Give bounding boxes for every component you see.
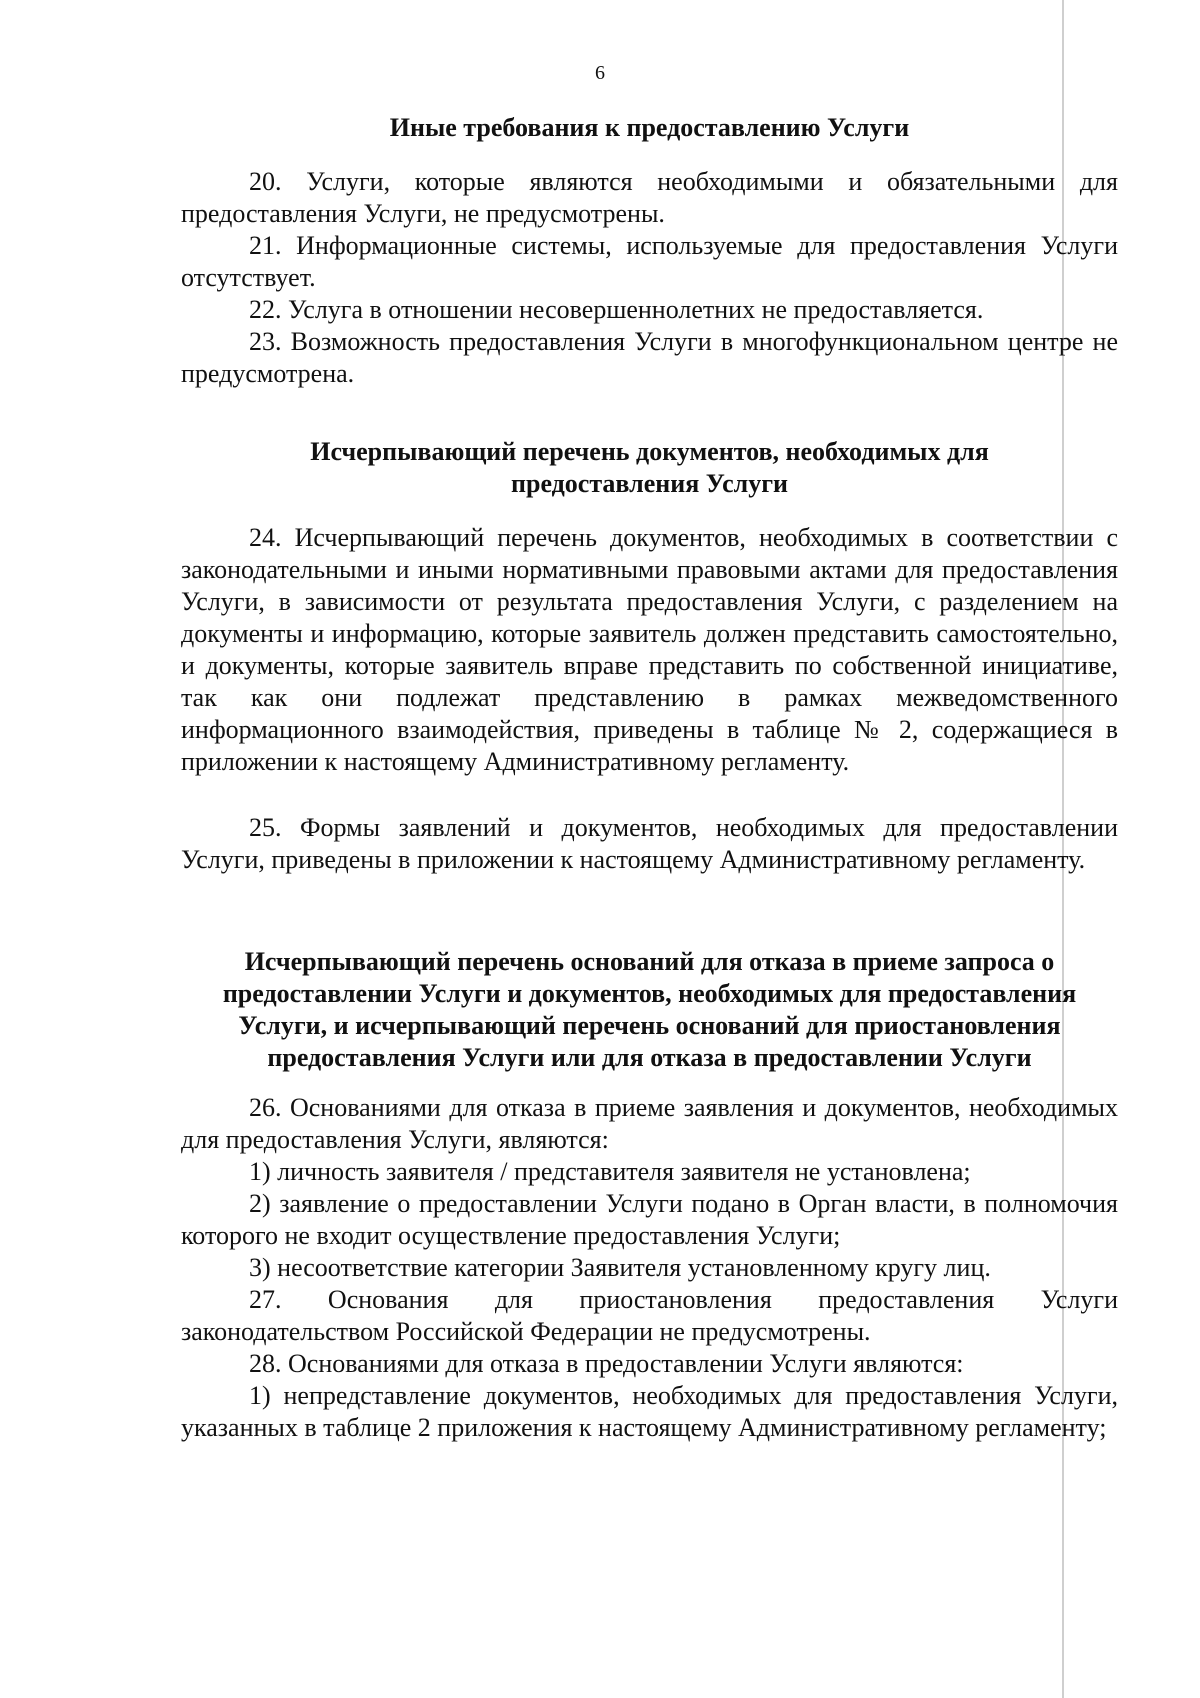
document-body (181, 112, 1118, 1444)
paragraph: 20. Услуги, которые являются необходимыми и обязательными для предоставления Услуги, не предусмотрены. (181, 167, 1118, 228)
paragraph: 21. Информационные системы, используемые для предоставления Услуги отсутствует. (181, 231, 1118, 292)
list-item: 1) непредставление документов, необходимых для предоставления Услуги, указанных в таблице 2 приложения к настоящему Административному регламенту; (181, 1381, 1118, 1442)
section-title: Исчерпывающий перечень документов, необходимых для предоставления Услуги (310, 437, 989, 498)
paragraph: 24. Исчерпывающий перечень документов, необходимых в соответствии с законодательными и иными нормативными правовыми актами для предоставления Услуги, в зависимости от результата предоставления Услуги, с разделением на документы и информацию, которые заявитель должен представить самостоятельно, и документы, которые заявитель вправе представить по собственной инициативе, так как они подлежат представлению в рамках межведомственного информационного взаимодействия, приведены в таблице № 2, содержащиеся в приложении к настоящему Административному регламенту. (181, 523, 1118, 776)
section-title: Иные требования к предоставлению Услуги (389, 113, 910, 142)
page-number: 6 (595, 62, 605, 84)
paragraph: 22. Услуга в отношении несовершеннолетних не предоставляется. (249, 295, 984, 324)
paragraph: 26. Основаниями для отказа в приеме заявления и документов, необходимых для предоставления Услуги, являются: (181, 1093, 1118, 1154)
paragraph: 28. Основаниями для отказа в предоставлении Услуги являются: (249, 1349, 964, 1378)
paragraph: 25. Формы заявлений и документов, необходимых для предоставлении Услуги, приведены в приложении к настоящему Административному регламенту. (181, 813, 1118, 874)
section-title: Исчерпывающий перечень оснований для отказа в приеме запроса о предоставлении Услуги и документов, необходимых для предоставления Услуги, и исчерпывающий перечень оснований для приостановления предоставления Услуги или для отказа в предоставлении Услуги (222, 947, 1077, 1072)
list-item: 3) несоответствие категории Заявителя установленному кругу лиц. (249, 1253, 991, 1282)
list-item: 1) личность заявителя / представителя заявителя не установлена; (249, 1157, 971, 1186)
paragraph: 23. Возможность предоставления Услуги в многофункциональном центре не предусмотрена. (181, 327, 1118, 388)
list-item: 2) заявление о предоставлении Услуги подано в Орган власти, в полномочия которого не входит осуществление предоставления Услуги; (181, 1189, 1118, 1250)
paragraph: 27. Основания для приостановления предоставления Услуги законодательством Российской Федерации не предусмотрены. (181, 1285, 1118, 1346)
